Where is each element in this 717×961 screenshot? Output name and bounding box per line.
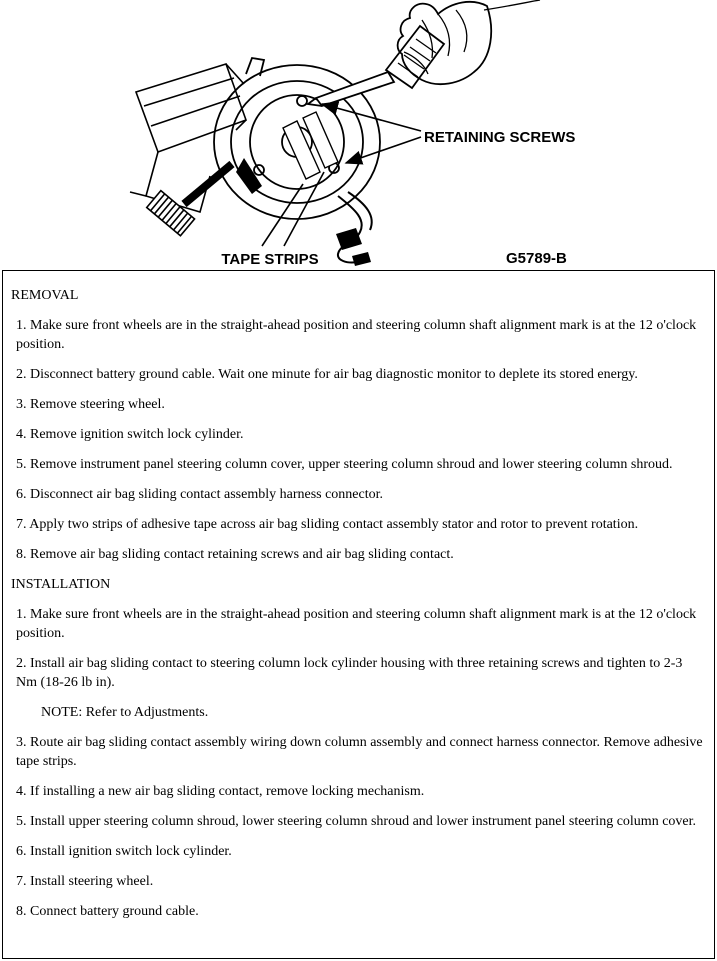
harness-connector (336, 192, 372, 266)
installation-step-5: 5. Install upper steering column shroud, lower steering column shroud and lower instrument panel steering column cover. (16, 814, 697, 829)
section-heading-installation: INSTALLATION (11, 577, 111, 592)
removal-step-7: 7. Apply two strips of adhesive tape across air bag sliding contact assembly stator and rotor to prevent rotation. (16, 517, 639, 532)
steering-column-tube (130, 64, 246, 212)
instructions-panel (2, 270, 715, 959)
installation-note: NOTE: Refer to Adjustments. (41, 705, 209, 720)
figure-label-tape-strips: TAPE STRIPS (221, 251, 319, 268)
figure-label-retaining-screws: RETAINING SCREWS (424, 129, 576, 146)
removal-step-3: 3. Remove steering wheel. (16, 397, 165, 412)
installation-step-8: 8. Connect battery ground cable. (16, 904, 199, 919)
removal-step-5: 5. Remove instrument panel steering column cover, upper steering column shroud and lower steering column shroud. (16, 457, 673, 472)
steering-column-figure (0, 0, 717, 270)
installation-step-3: 3. Route air bag sliding contact assembly wiring down column assembly and connect harness connector. Remove adhesive tape strips. (16, 735, 703, 769)
removal-step-6: 6. Disconnect air bag sliding contact assembly harness connector. (16, 487, 384, 502)
figure-code: G5789-B (506, 250, 567, 267)
installation-step-1: 1. Make sure front wheels are in the straight-ahead position and steering column shaft alignment mark is at the 12 o'clock position. (16, 607, 697, 641)
installation-step-2: 2. Install air bag sliding contact to steering column lock cylinder housing with three retaining screws and tighten to 2-3 Nm (18-26 lb in). (16, 656, 683, 690)
removal-step-1: 1. Make sure front wheels are in the straight-ahead position and steering column shaft alignment mark is at the 12 o'clock position. (16, 318, 697, 352)
turn-signal-stalk (147, 164, 232, 236)
installation-step-6: 6. Install ignition switch lock cylinder. (16, 844, 232, 859)
installation-step-7: 7. Install steering wheel. (16, 874, 154, 889)
figure-area (0, 0, 717, 270)
removal-step-8: 8. Remove air bag sliding contact retaining screws and air bag sliding contact. (16, 547, 454, 562)
installation-step-4: 4. If installing a new air bag sliding contact, remove locking mechanism. (16, 784, 425, 799)
section-heading-removal: REMOVAL (11, 288, 79, 303)
removal-step-2: 2. Disconnect battery ground cable. Wait one minute for air bag diagnostic monitor to deplete its stored energy. (16, 367, 638, 382)
removal-step-4: 4. Remove ignition switch lock cylinder. (16, 427, 244, 442)
